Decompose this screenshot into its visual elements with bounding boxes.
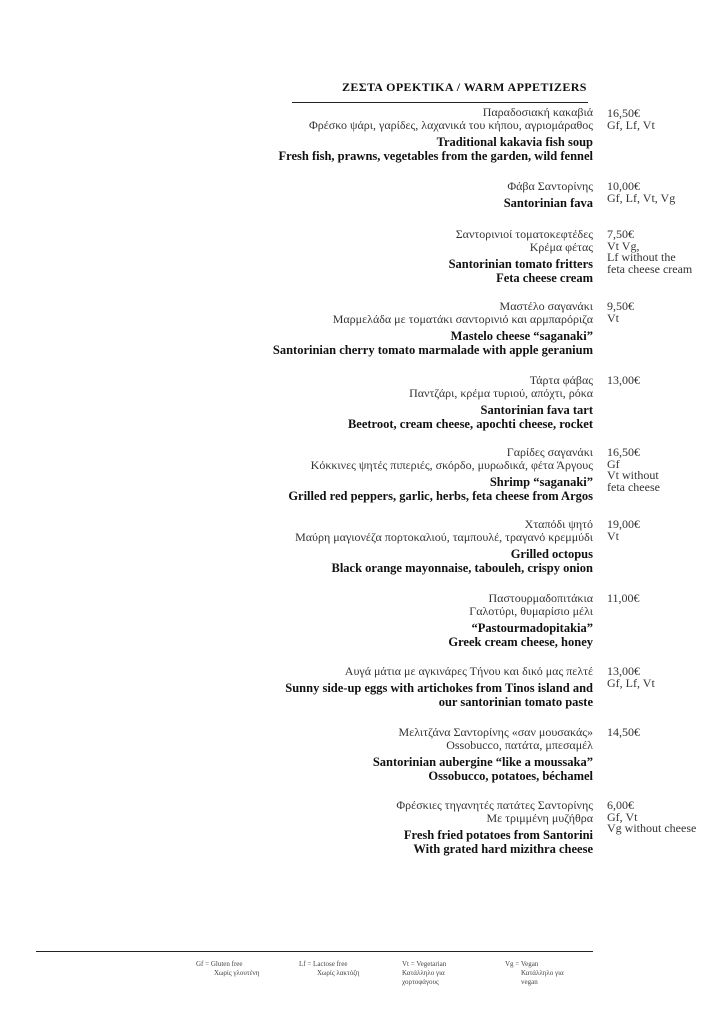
- item-price: 13,00€: [607, 373, 640, 387]
- legend-gluten-free: [196, 960, 259, 978]
- item-greek-description: Γαλοτύρι, θυμαρίσιο μέλι: [469, 604, 593, 618]
- item-price: 10,00€: [607, 179, 640, 193]
- legend-greek: Κατάλληλο για: [521, 969, 564, 977]
- menu-item-kakavia: [180, 106, 593, 163]
- item-greek-description: Με τριμμένη μυζήθρα: [486, 811, 593, 825]
- item-greek-name: Μαστέλο σαγανάκι: [499, 299, 593, 313]
- item-dietary-note: Lf without the: [607, 250, 676, 264]
- item-dietary-tags: Gf, Lf, Vt: [607, 675, 655, 690]
- menu-item-fava-tart: [180, 374, 593, 431]
- item-price: 13,00€: [607, 664, 640, 678]
- item-price-tags: [607, 375, 717, 387]
- item-dietary-tags: Vt: [607, 528, 619, 543]
- item-price-tags: [607, 519, 717, 542]
- legend-code: Gf = Gluten free: [196, 960, 243, 968]
- item-dietary-tags: Gf, Vt: [607, 809, 638, 824]
- item-dietary-note: feta cheese cream: [607, 261, 693, 276]
- legend-code: Vt = Vegetarian: [402, 960, 447, 968]
- legend-greek: χορτοφάγους: [402, 978, 439, 986]
- item-english-name: “Pastourmadopitakia”: [471, 621, 593, 635]
- item-english-name: Santorinian fava: [503, 196, 593, 210]
- item-dietary-note: feta cheese: [607, 479, 660, 494]
- item-greek-name: Φάβα Σαντορίνης: [507, 179, 593, 193]
- item-english-name: Fresh fried potatoes from Santorini: [403, 828, 593, 842]
- legend-code: Lf = Lactose free: [299, 960, 348, 968]
- item-english-name: Sunny side-up eggs with artichokes from Tinos island and: [285, 681, 593, 695]
- item-price-tags: [607, 447, 717, 493]
- menu-item-fava: [180, 180, 593, 211]
- menu-item-sunny-eggs: [180, 665, 593, 709]
- section-title: ΖΕΣΤΑ ΟΡΕΚΤΙΚΑ / WARM APPETIZERS: [342, 80, 587, 94]
- item-price: 14,50€: [607, 725, 640, 739]
- item-dietary-tags: Gf, Lf, Vt: [607, 117, 655, 132]
- legend-vegetarian: [402, 960, 446, 987]
- item-greek-description: Μαύρη μαγιονέζα πορτοκαλιού, ταμπουλέ, τραγανό κρεμμύδι: [295, 530, 593, 544]
- item-english-description: Grilled red peppers, garlic, herbs, feta cheese from Argos: [288, 488, 593, 503]
- legend-greek: vegan: [521, 978, 538, 986]
- item-price-tags: [607, 181, 717, 204]
- item-greek-description: Φρέσκο ψάρι, γαρίδες, λαχανικά του κήπου, αγριομάραθος: [308, 118, 593, 132]
- item-greek-name: Παραδοσιακή κακαβιά: [482, 105, 593, 119]
- item-english-description: Feta cheese cream: [496, 270, 593, 285]
- item-english-name: Shrimp “saganaki”: [489, 475, 593, 489]
- item-price: 16,50€: [607, 445, 640, 459]
- legend-lactose-free: [299, 960, 360, 978]
- legend-greek: Χωρίς λακτόζη: [317, 969, 360, 977]
- item-english-description: Beetroot, cream cheese, apochti cheese, rocket: [347, 416, 593, 431]
- item-english-name: Santorinian tomato fritters: [448, 257, 593, 271]
- item-greek-description: Κόκκινες ψητές πιπεριές, σκόρδο, μυρωδικά, φέτα Άργους: [310, 458, 593, 472]
- menu-item-tomato-fritters: [180, 228, 593, 285]
- item-english-description: With grated hard mizithra cheese: [413, 841, 593, 856]
- item-dietary-tags: Gf, Lf, Vt, Vg: [607, 190, 676, 205]
- menu-item-fried-potatoes: [180, 799, 593, 856]
- item-price: 9,50€: [607, 299, 634, 313]
- item-english-name: Traditional kakavia fish soup: [436, 135, 593, 149]
- item-price: 19,00€: [607, 517, 640, 531]
- title-divider: [292, 102, 588, 103]
- item-greek-name: Φρέσκιες τηγανητές πατάτες Σαντορίνης: [396, 798, 593, 812]
- item-price-tags: [607, 108, 717, 131]
- menu-item-aubergine: [180, 726, 593, 783]
- menu-item-pastourmadopitakia: [180, 592, 593, 649]
- item-english-name: Mastelo cheese “saganaki”: [450, 329, 593, 343]
- item-english-description: Greek cream cheese, honey: [448, 634, 593, 649]
- item-greek-name: Τάρτα φάβας: [529, 373, 593, 387]
- item-price: 11,00€: [607, 591, 640, 605]
- item-english-name: Santorinian aubergine “like a moussaka”: [372, 755, 593, 769]
- item-dietary-note: Vg without cheese: [607, 821, 697, 835]
- item-greek-name: Αυγά μάτια με αγκινάρες Τήνου και δικό μας πελτέ: [344, 664, 593, 678]
- item-price: 6,00€: [607, 798, 634, 812]
- item-greek-name: Παστουρμαδοπιτάκια: [488, 591, 593, 605]
- item-english-description: our santorinian tomato paste: [438, 694, 593, 709]
- item-price-tags: [607, 727, 717, 739]
- item-price-tags: [607, 666, 717, 689]
- item-dietary-tags: Vt Vg,: [607, 238, 640, 253]
- item-english-description: Ossobucco, potatoes, béchamel: [428, 768, 593, 783]
- item-price: 7,50€: [607, 227, 634, 241]
- menu-item-shrimp-saganaki: [180, 446, 593, 503]
- item-price-tags: [607, 593, 717, 605]
- item-price-tags: [607, 800, 717, 835]
- item-dietary-note: Vt without: [607, 468, 659, 482]
- menu-item-octopus: [180, 518, 593, 575]
- item-greek-name: Χταπόδι ψητό: [524, 517, 593, 531]
- item-dietary-tags: Gf: [607, 456, 620, 471]
- item-english-description: Black orange mayonnaise, tabouleh, crispy onion: [331, 560, 593, 575]
- footer-divider: [36, 951, 593, 952]
- item-price: 16,50€: [607, 106, 640, 120]
- item-greek-description: Μαρμελάδα με τοματάκι σαντορινιό και αρμπαρόριζα: [332, 312, 593, 326]
- legend-code: Vg = Vegan: [505, 960, 539, 968]
- item-greek-description: Κρέμα φέτας: [529, 240, 593, 254]
- item-price-tags: [607, 301, 717, 324]
- item-greek-name: Μελιτζάνα Σαντορίνης «σαν μουσακάς»: [398, 725, 593, 739]
- item-english-description: Fresh fish, prawns, vegetables from the garden, wild fennel: [278, 148, 593, 163]
- item-english-name: Santorinian fava tart: [480, 403, 593, 417]
- item-greek-name: Γαρίδες σαγανάκι: [506, 445, 593, 459]
- legend-greek: Κατάλληλο για: [402, 969, 445, 977]
- item-english-description: Santorinian cherry tomato marmalade with apple geranium: [272, 342, 593, 357]
- legend-greek: Χωρίς γλουτένη: [214, 969, 260, 977]
- menu-item-mastelo: [180, 300, 593, 357]
- item-dietary-tags: Vt: [607, 310, 619, 325]
- item-greek-description: Παντζάρι, κρέμα τυριού, απόχτι, ρόκα: [409, 386, 593, 400]
- item-greek-description: Ossobucco, πατάτα, μπεσαμέλ: [446, 738, 593, 752]
- legend-vegan: [505, 960, 564, 987]
- item-english-name: Grilled octopus: [510, 547, 593, 561]
- item-greek-name: Σαντορινιοί τοματοκεφτέδες: [455, 227, 593, 241]
- item-price-tags: [607, 229, 717, 275]
